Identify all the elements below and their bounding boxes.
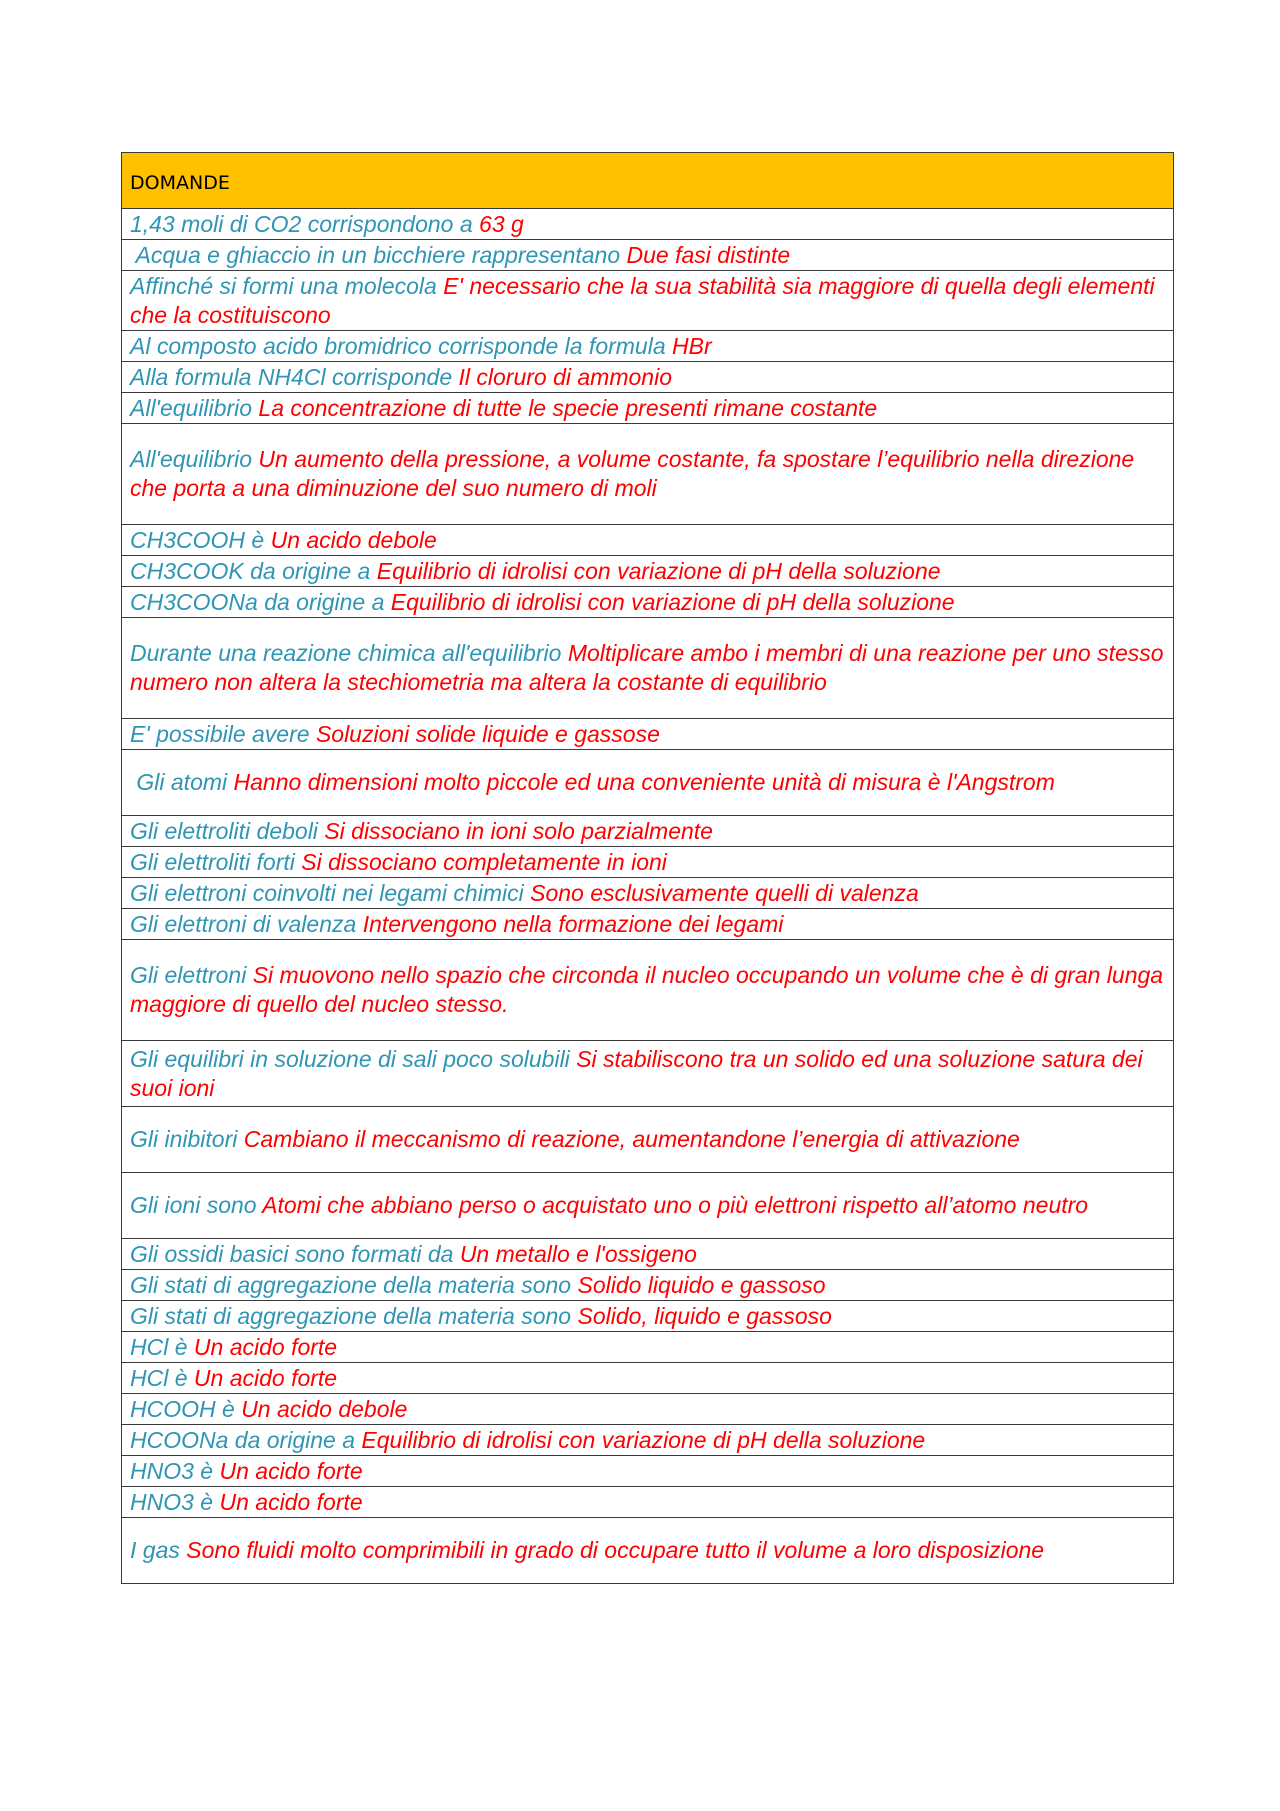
answer-text: Un acido forte [193,1364,338,1391]
table-cell [122,878,1174,909]
table-row [122,847,1174,878]
table-header-row [122,153,1174,209]
table-cell [122,556,1174,587]
table-cell [122,1518,1174,1584]
table-cell [122,1456,1174,1487]
question-text: CH3COOH è [130,526,265,553]
answer-text: Solido, liquido e gassoso [577,1302,832,1329]
table-row [122,1518,1174,1584]
answer-text: Un acido forte [193,1333,338,1360]
table-cell [122,1270,1174,1301]
quiz-table [121,152,1174,1584]
table-cell [122,362,1174,393]
table-row [122,556,1174,587]
question-text: Affinché si formi una molecola [130,272,437,299]
question-text: Durante una reazione chimica all'equilibrio [130,640,562,666]
answer-text: La concentrazione di tutte le specie presenti rimane costante [258,394,878,421]
table-row [122,719,1174,750]
answer-text: Soluzioni solide liquide e gassose [315,720,660,747]
table-row [122,1332,1174,1363]
answer-text: Un aumento della pressione, a volume costante, fa spostare l’equilibrio nella direzione che porta a una diminuzione del suo numero di moli [130,446,1135,501]
answer-text: Equilibrio di idrolisi con variazione di pH della soluzione [376,557,941,584]
table-row [122,587,1174,618]
answer-text: HBr [672,332,712,359]
question-text: All'equilibrio [130,446,253,472]
table-row [122,1301,1174,1332]
answer-text: Cambiano il meccanismo di reazione, aumentandone l’energia di attivazione [243,1126,1020,1152]
question-text: Gli stati di aggregazione della materia sono [130,1271,572,1298]
question-text: Alla formula NH4Cl corrisponde [130,363,453,390]
question-text: CH3COOK da origine a [130,557,371,584]
table-row [122,618,1174,719]
table-row [122,424,1174,525]
question-text: HNO3 è [130,1457,214,1484]
table-row [122,1394,1174,1425]
table-row [122,816,1174,847]
question-text: CH3COONa da origine a [130,588,385,615]
question-text: HCl è [130,1333,188,1360]
question-text: Gli elettroni [130,962,247,988]
answer-text: Si dissociano completamente in ioni [301,848,667,875]
table-cell [122,847,1174,878]
table-row [122,940,1174,1041]
table-row [122,240,1174,271]
answer-text: Un acido debole [241,1395,408,1422]
table-row [122,331,1174,362]
question-text: HCOONa da origine a [130,1426,355,1453]
question-text: Gli ioni sono [130,1192,257,1218]
table-row [122,1239,1174,1270]
table-cell [122,1394,1174,1425]
question-text: Gli atomi [130,769,228,795]
table-row [122,1107,1174,1173]
answer-text: Hanno dimensioni molto piccole ed una conveniente unità di misura è l'Angstrom [233,769,1055,795]
table-header: DOMANDE [122,153,1174,209]
table-cell [122,1173,1174,1239]
question-text: Gli elettroliti forti [130,848,295,875]
table-row [122,909,1174,940]
question-text: Gli elettroni di valenza [130,910,357,937]
answer-text: Sono fluidi molto comprimibili in grado di occupare tutto il volume a loro disposizione [186,1537,1045,1563]
question-text: 1,43 moli di CO2 corrispondono a [130,210,473,237]
table-row [122,750,1174,816]
question-text: HNO3 è [130,1488,214,1515]
table-cell [122,209,1174,240]
table-cell [122,816,1174,847]
answer-text: Equilibrio di idrolisi con variazione di pH della soluzione [390,588,955,615]
question-text: E' possibile avere [130,720,310,747]
table-row [122,1041,1174,1107]
table-cell [122,618,1174,719]
table-cell [122,393,1174,424]
table-row [122,209,1174,240]
answer-text: Un acido forte [219,1488,363,1515]
table-cell [122,1301,1174,1332]
table-cell [122,1107,1174,1173]
table-row [122,525,1174,556]
table-cell [122,1487,1174,1518]
table-row [122,393,1174,424]
question-text: Gli elettroni coinvolti nei legami chimici [130,879,524,906]
question-text: Gli inibitori [130,1126,238,1152]
table-row [122,1173,1174,1239]
question-text: HCl è [130,1364,188,1391]
question-text: HCOOH è [130,1395,235,1422]
table-row [122,1425,1174,1456]
question-text: Gli elettroliti deboli [130,817,318,844]
table-row [122,271,1174,331]
table-row [122,878,1174,909]
question-text: I gas [130,1537,180,1563]
table-cell [122,587,1174,618]
question-text: Acqua e ghiaccio in un bicchiere rappresentano [130,241,621,268]
answer-text: Atomi che abbiano perso o acquistato uno o più elettroni rispetto all’atomo neutro [262,1192,1089,1218]
table-row [122,362,1174,393]
table-row [122,1487,1174,1518]
answer-text: Sono esclusivamente quelli di valenza [530,879,919,906]
table-cell [122,1041,1174,1107]
table-cell [122,424,1174,525]
table-cell [122,909,1174,940]
table-cell [122,525,1174,556]
answer-text: Un acido debole [270,526,437,553]
answer-text: Un metallo e l'ossigeno [459,1240,697,1267]
table-cell [122,1425,1174,1456]
question-text: Gli ossidi basici sono formati da [130,1240,454,1267]
table-cell [122,1363,1174,1394]
answer-text: Solido liquido e gassoso [577,1271,826,1298]
table-cell [122,240,1174,271]
table-cell [122,1239,1174,1270]
answer-text: Si muovono nello spazio che circonda il nucleo occupando un volume che è di gran lunga maggiore di quello del nucleo stesso. [130,962,1164,1017]
table-cell [122,271,1174,331]
answer-text: Intervengono nella formazione dei legami [362,910,784,937]
answer-text: E' necessario che la sua stabilità sia maggiore di quella degli elementi che la costituiscono [130,272,1155,328]
answer-text: 63 g [479,210,524,237]
answer-text: Equilibrio di idrolisi con variazione di pH della soluzione [361,1426,926,1453]
table-cell [122,1332,1174,1363]
table-cell [122,750,1174,816]
answer-text: Moltiplicare ambo i membri di una reazione per uno stesso numero non altera la stechiometria ma altera la costante di equilibrio [130,640,1164,695]
question-text: All'equilibrio [130,394,253,421]
answer-text: Due fasi distinte [626,241,791,268]
table-cell [122,719,1174,750]
table-cell [122,331,1174,362]
answer-text: Un acido forte [219,1457,363,1484]
table-row [122,1456,1174,1487]
table-row [122,1270,1174,1301]
answer-text: Si dissociano in ioni solo parzialmente [324,817,713,844]
table-cell [122,940,1174,1041]
answer-text: Il cloruro di ammonio [458,363,672,390]
question-text: Gli equilibri in soluzione di sali poco solubili [130,1045,570,1072]
table-row [122,1363,1174,1394]
answer-text: Si stabiliscono tra un solido ed una soluzione satura dei suoi ioni [130,1045,1143,1101]
question-text: Al composto acido bromidrico corrisponde la formula [130,332,666,359]
question-text: Gli stati di aggregazione della materia sono [130,1302,572,1329]
